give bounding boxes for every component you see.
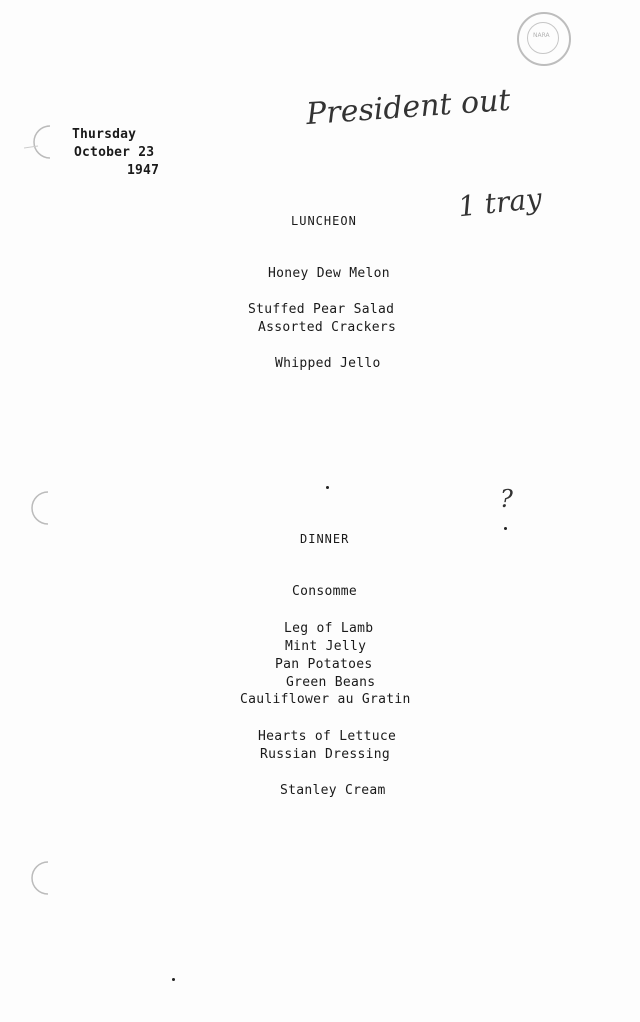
archive-stamp-label: NARA <box>533 32 550 39</box>
dinner-item-leg-of-lamb: Leg of Lamb <box>284 621 374 636</box>
punch-hole-mark-middle <box>24 490 64 530</box>
dinner-item-stanley-cream: Stanley Cream <box>280 783 386 798</box>
handwritten-question-mark: ? <box>500 485 513 513</box>
dinner-item-russian-dressing: Russian Dressing <box>260 747 391 762</box>
handwritten-president-note: President out <box>305 82 512 133</box>
luncheon-item-stuffed-pear-salad: Stuffed Pear Salad <box>248 302 395 317</box>
luncheon-item-assorted-crackers: Assorted Crackers <box>258 320 397 335</box>
luncheon-item-honey-dew-melon: Honey Dew Melon <box>268 266 390 281</box>
dinner-item-mint-jelly: Mint Jelly <box>285 639 367 654</box>
luncheon-item-whipped-jello: Whipped Jello <box>275 356 381 371</box>
dinner-item-pan-potatoes: Pan Potatoes <box>275 657 373 672</box>
archive-stamp <box>517 12 571 66</box>
paper-speck <box>326 486 329 489</box>
dinner-item-cauliflower-au-gratin: Cauliflower au Gratin <box>240 692 411 707</box>
dinner-item-green-beans: Green Beans <box>286 675 376 690</box>
date-year: 1947 <box>127 163 160 178</box>
paper-speck <box>504 527 507 530</box>
punch-hole-mark-bottom <box>24 860 64 900</box>
date-day: Thursday <box>72 127 137 142</box>
handwritten-tray-note: 1 tray <box>456 181 544 224</box>
dinner-item-consomme: Consomme <box>292 584 358 599</box>
luncheon-heading: LUNCHEON <box>291 214 357 228</box>
punch-hole-mark-top <box>24 122 64 162</box>
paper-speck <box>172 978 175 981</box>
dinner-item-hearts-of-lettuce: Hearts of Lettuce <box>258 729 397 744</box>
date-month-day: October 23 <box>74 145 155 160</box>
dinner-heading: DINNER <box>300 532 350 546</box>
